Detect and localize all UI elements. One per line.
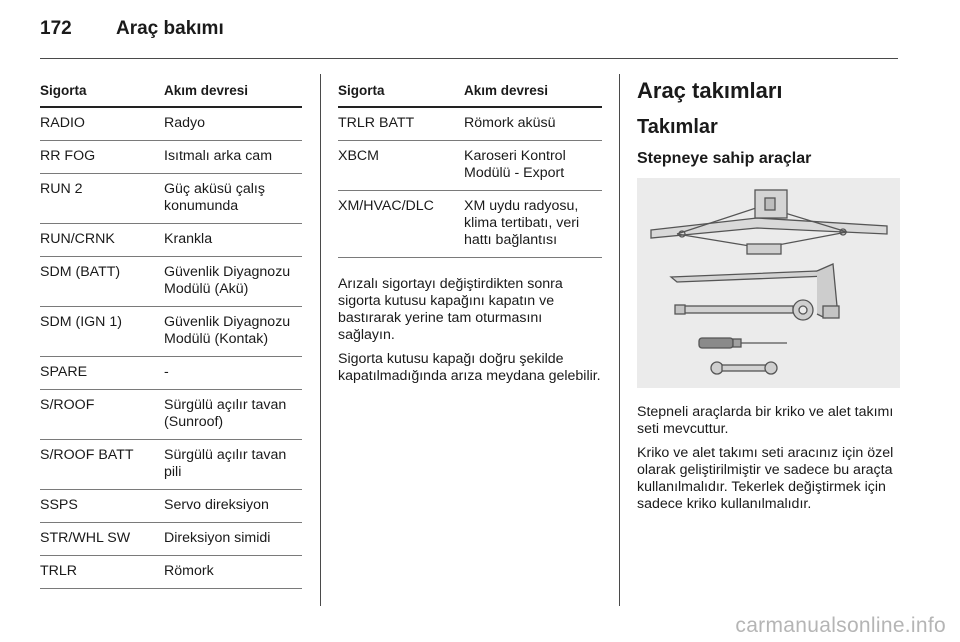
fuse-column-header: Sigorta xyxy=(40,76,164,107)
table-row xyxy=(40,307,302,357)
circuit-cell: Güç aküsü çalış konumunda xyxy=(164,174,302,224)
table-header-row xyxy=(338,76,602,107)
circuit-cell: - xyxy=(164,357,302,390)
section-heading: Araç takımları xyxy=(637,78,783,103)
body-paragraph: Arızalı sigortayı değiştirdikten sonra sigorta kutusu kapağını kapatın ve bastırarak yerine tam oturmasını sağlayın. xyxy=(338,276,563,343)
fuse-name-cell: S/ROOF xyxy=(40,390,164,440)
fuse-name-cell: XBCM xyxy=(338,141,464,191)
table-row xyxy=(40,357,302,390)
table-row xyxy=(40,556,302,589)
table-row xyxy=(40,174,302,224)
table-row xyxy=(40,390,302,440)
fuse-name-cell: SPARE xyxy=(40,357,164,390)
table-row xyxy=(40,257,302,307)
body-paragraph: Kriko ve alet takımı seti aracınız için özel olarak geliştirilmiştir ve sadece bu araçta kullanılmalıdır. Tekerlek değiştirmek için sadece kriko kullanılmalıdır. xyxy=(637,445,894,512)
circuit-cell: Radyo xyxy=(164,107,302,141)
circuit-cell: Direksiyon simidi xyxy=(164,523,302,556)
column-right xyxy=(637,76,900,520)
fuse-table-right-body xyxy=(338,107,602,258)
fuse-name-cell: SDM (BATT) xyxy=(40,257,164,307)
body-paragraph: Stepneli araçlarda bir kriko ve alet takımı seti mevcuttur. xyxy=(637,404,894,437)
table-row xyxy=(338,191,602,258)
circuit-cell: Karoseri Kontrol Modülü - Export xyxy=(464,141,602,191)
fuse-name-cell: TRLR xyxy=(40,556,164,589)
fuse-name-cell: XM/HVAC/DLC xyxy=(338,191,464,258)
fuse-table-right xyxy=(338,76,602,258)
circuit-cell: Servo direksiyon xyxy=(164,490,302,523)
fuse-name-cell: RUN 2 xyxy=(40,174,164,224)
table-row xyxy=(338,107,602,141)
circuit-cell: Krankla xyxy=(164,224,302,257)
subsection-heading: Takımlar xyxy=(637,116,718,138)
table-row xyxy=(40,107,302,141)
circuit-column-header: Akım devresi xyxy=(164,76,302,107)
fuse-name-cell: SDM (IGN 1) xyxy=(40,307,164,357)
fuse-name-cell: S/ROOF BATT xyxy=(40,440,164,490)
subsubsection-heading: Stepneye sahip araçlar xyxy=(637,150,812,167)
fuse-table-left xyxy=(40,76,302,589)
watermark: carmanualsonline.info xyxy=(735,614,946,637)
circuit-cell: Römork aküsü xyxy=(464,107,602,141)
fuse-name-cell: TRLR BATT xyxy=(338,107,464,141)
column-left xyxy=(40,76,302,589)
jack-and-tools-illustration xyxy=(637,178,900,388)
circuit-cell: Isıtmalı arka cam xyxy=(164,141,302,174)
fuse-name-cell: STR/WHL SW xyxy=(40,523,164,556)
circuit-cell: Römork xyxy=(164,556,302,589)
fuse-table-left-body xyxy=(40,107,302,589)
fuse-name-cell: SSPS xyxy=(40,490,164,523)
circuit-cell: Sürgülü açılır tavan pili xyxy=(164,440,302,490)
page-title: Araç bakımı xyxy=(116,18,224,39)
column-divider-2 xyxy=(619,74,620,606)
circuit-cell: Sürgülü açılır tavan (Sunroof) xyxy=(164,390,302,440)
circuit-column-header: Akım devresi xyxy=(464,76,602,107)
circuit-cell: Güvenlik Diyagnozu Modülü (Kontak) xyxy=(164,307,302,357)
circuit-cell: XM uydu radyosu, klima tertibatı, veri hattı bağlantısı xyxy=(464,191,602,258)
column-divider-1 xyxy=(320,74,321,606)
fuse-name-cell: RADIO xyxy=(40,107,164,141)
table-header-row xyxy=(40,76,302,107)
table-row xyxy=(40,440,302,490)
page-number: 172 xyxy=(40,18,72,39)
header-rule xyxy=(40,58,898,59)
table-row xyxy=(338,141,602,191)
body-paragraph: Sigorta kutusu kapağı doğru şekilde kapatılmadığında arıza meydana gelebilir. xyxy=(338,351,601,384)
page-header xyxy=(40,18,224,40)
circuit-cell: Güvenlik Diyagnozu Modülü (Akü) xyxy=(164,257,302,307)
table-row xyxy=(40,141,302,174)
fuse-name-cell: RUN/CRNK xyxy=(40,224,164,257)
table-row xyxy=(40,490,302,523)
column-middle xyxy=(338,76,602,392)
fuse-name-cell: RR FOG xyxy=(40,141,164,174)
table-row xyxy=(40,224,302,257)
fuse-column-header: Sigorta xyxy=(338,76,464,107)
table-row xyxy=(40,523,302,556)
